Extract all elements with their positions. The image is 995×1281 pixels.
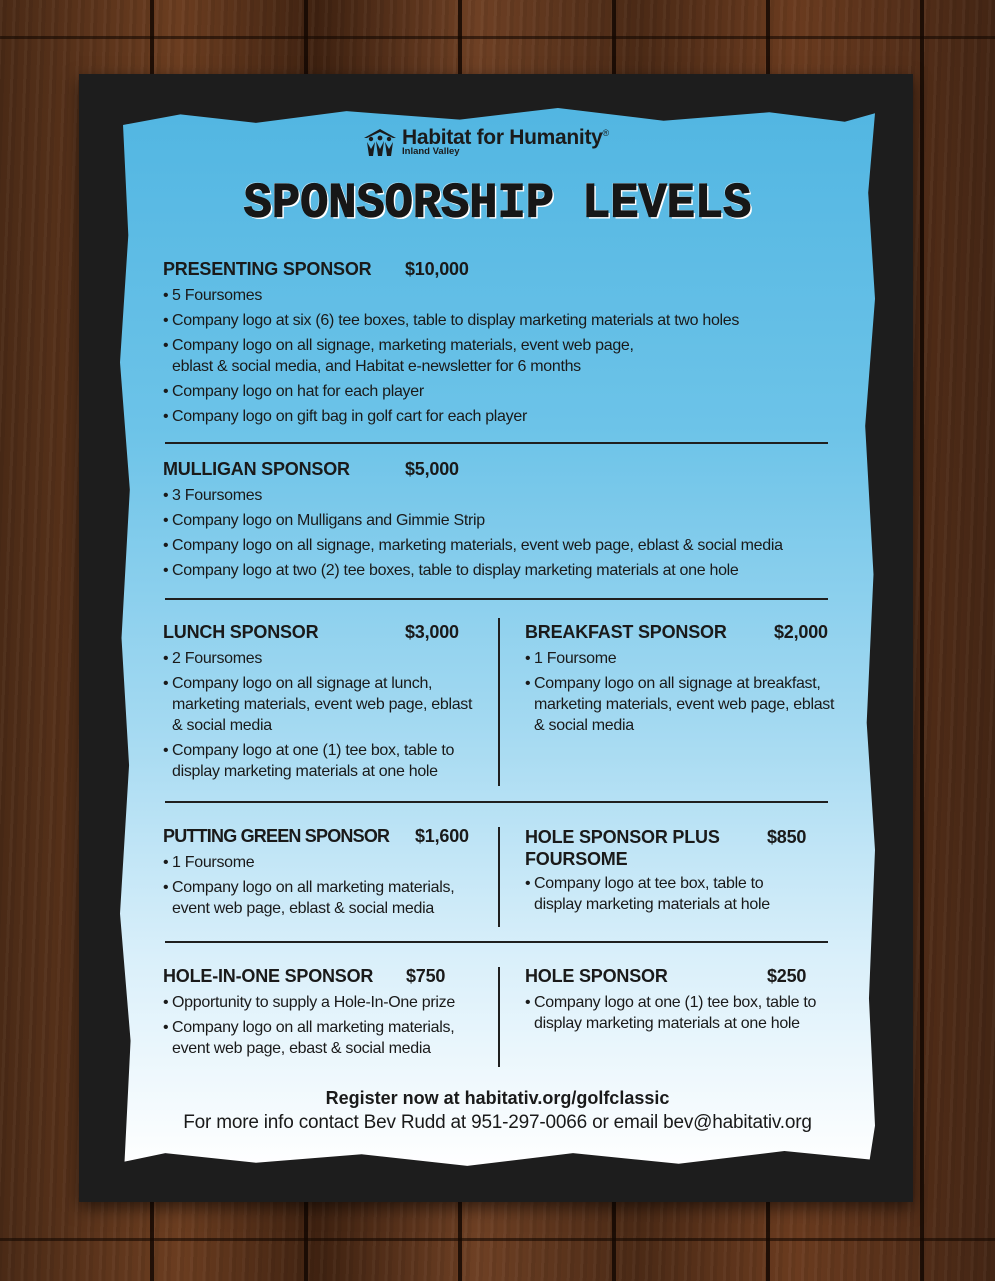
sponsor-name: HOLE SPONSOR	[525, 966, 668, 986]
benefit-item: • Company logo on gift bag in golf cart for each player	[163, 406, 833, 427]
benefit-item: • Company logo at one (1) tee box, table to display marketing materials at one hole	[163, 740, 475, 782]
habitat-house-people-icon	[362, 127, 398, 157]
contact-info: For more info contact Bev Rudd at 951-297-0066 or email bev@habitativ.org	[183, 1112, 812, 1133]
benefit-item: • Opportunity to supply a Hole-In-One prize	[163, 992, 488, 1013]
benefit-item: • Company logo on all signage, marketing materials, event web page, eblast & social media, and Habitat e-newsletter for 6 months	[163, 335, 672, 377]
sponsor-name: HOLE-IN-ONE SPONSOR	[163, 966, 374, 986]
column-divider	[498, 618, 500, 786]
page-title: SPONSORSHIP LEVELS	[243, 176, 752, 233]
sponsor-price: $10,000	[405, 259, 469, 279]
section-divider	[165, 442, 828, 444]
section-divider	[165, 941, 828, 943]
benefit-item: • Company logo on all signage at breakfast, marketing materials, event web page, eblast & social media	[525, 673, 843, 736]
sponsor-name: PRESENTING SPONSOR	[163, 259, 372, 279]
column-divider	[498, 967, 500, 1067]
section-divider	[165, 598, 828, 600]
sponsor-price: $750	[406, 966, 446, 986]
org-name: Habitat for Humanity	[402, 126, 603, 149]
benefit-item: • Company logo on all marketing materials, event web page, eblast & social media	[163, 877, 483, 919]
sponsor-name: BREAKFAST SPONSOR	[525, 622, 727, 642]
benefit-item: • Company logo on all marketing materials, event web page, ebast & social media	[163, 1017, 488, 1059]
benefit-item: • 1 Foursome	[163, 852, 483, 873]
benefit-item: • Company logo on hat for each player	[163, 381, 833, 402]
mulligan-sponsor-section	[163, 459, 833, 585]
presenting-sponsor-section	[163, 259, 833, 431]
column-divider	[498, 827, 500, 927]
section-divider	[165, 801, 828, 803]
benefit-item: • Company logo on all signage at lunch, marketing materials, event web page, eblast & social media	[163, 673, 475, 736]
putting-green-sponsor-section	[163, 826, 488, 923]
sponsor-price: $1,600	[415, 826, 469, 846]
hole-sponsor-section	[525, 966, 835, 1038]
sponsor-name: PUTTING GREEN SPONSOR	[163, 826, 390, 846]
wood-seam	[0, 1238, 995, 1241]
registered-mark: ®	[602, 128, 609, 138]
benefit-item: • 3 Foursomes	[163, 485, 833, 506]
sponsor-price: $250	[767, 966, 807, 986]
hole-in-one-sponsor-section	[163, 966, 493, 1063]
org-logo	[362, 127, 609, 157]
sponsor-price: $850	[767, 827, 807, 847]
sponsor-name: LUNCH SPONSOR	[163, 622, 319, 642]
benefit-item: • Company logo at tee box, table to display marketing materials at hole	[525, 873, 815, 915]
sponsor-price: $2,000	[774, 622, 828, 642]
benefit-item: • 1 Foursome	[525, 648, 843, 669]
benefit-item: • Company logo at six (6) tee boxes, table to display marketing materials at two holes	[163, 310, 833, 331]
lunch-sponsor-section	[163, 622, 481, 786]
org-subtitle: Inland Valley	[402, 146, 460, 157]
hole-sponsor-plus-section	[525, 826, 835, 919]
benefit-item: • 5 Foursomes	[163, 285, 833, 306]
wood-seam	[0, 36, 995, 39]
sponsor-price: $5,000	[405, 459, 459, 479]
benefit-item: • Company logo at one (1) tee box, table to display marketing materials at one hole	[525, 992, 835, 1034]
benefit-item: • Company logo on Mulligans and Gimmie Strip	[163, 510, 833, 531]
breakfast-sponsor-section	[525, 622, 850, 740]
sponsor-price: $3,000	[405, 622, 459, 642]
benefit-item: • Company logo at two (2) tee boxes, table to display marketing materials at one hole	[163, 560, 833, 581]
benefit-item: • 2 Foursomes	[163, 648, 475, 669]
sponsor-name: HOLE SPONSOR PLUS FOURSOME	[525, 827, 720, 869]
sponsor-name: MULLIGAN SPONSOR	[163, 459, 350, 479]
benefit-item: • Company logo on all signage, marketing materials, event web page, eblast & social media	[163, 535, 833, 556]
register-link[interactable]: Register now at habitativ.org/golfclassic	[325, 1088, 670, 1108]
